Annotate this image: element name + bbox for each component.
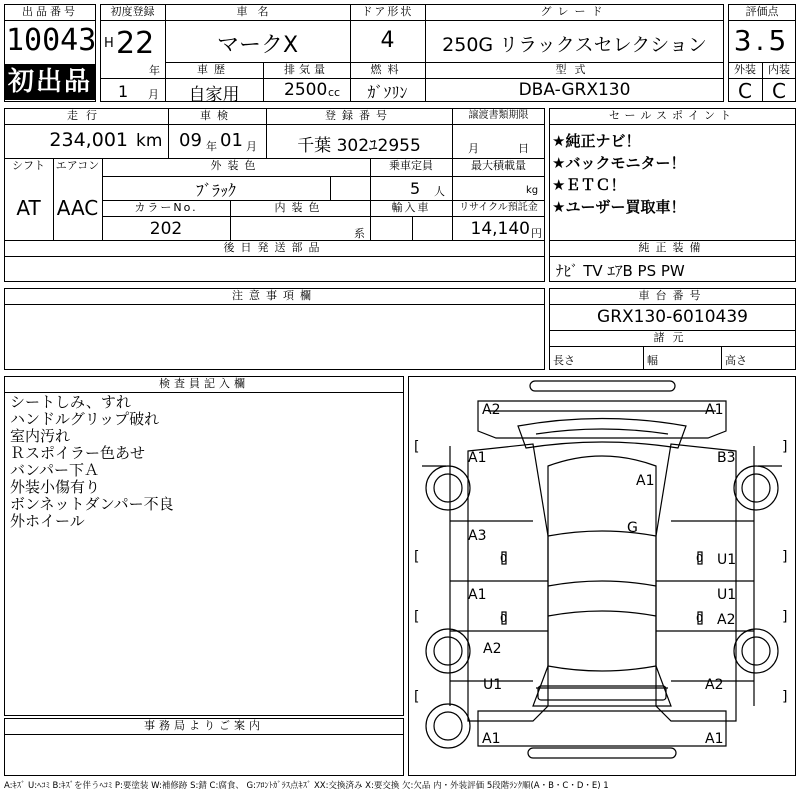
plate: 千葉 302ﾕ2955	[297, 136, 421, 156]
int-header: 内装	[768, 63, 790, 76]
front-bumper	[478, 401, 726, 438]
shift-header: シフト	[12, 159, 45, 172]
mark-door-rl: A1	[468, 587, 487, 603]
mileage-header: 走行	[67, 109, 105, 122]
bracket-left-top: [	[414, 439, 420, 455]
bracket-left-mid: [	[414, 549, 420, 565]
mark-fender-right: B3	[717, 450, 736, 466]
chassis-number: GRX130-6010439	[597, 307, 748, 327]
era: H	[104, 36, 114, 51]
legend: A:ｷｽﾞ U:ﾍｺﾐ B:ｷｽﾞを伴うﾍｺﾐ P:要塗装 W:補修跡 S:錆 C:腐食、 G:ﾌﾛﾝﾄｶﾞﾗｽ点ｷｽﾞ XX:交換済み X:要交換 欠:欠品 内・外装評価 5段階ﾗﾝｸ順(A・B・C・D・E) 1	[4, 781, 609, 791]
zero-mark-fr: 0	[696, 552, 703, 565]
capacity-header: 乗車定員	[389, 159, 433, 172]
notes-header: 注意事項欄	[232, 289, 317, 302]
lot-header: 出品番号	[22, 5, 78, 18]
grade: 250G リラックスセレクション	[442, 34, 707, 56]
right-side-panel	[656, 444, 736, 721]
insp-year: 09	[179, 130, 202, 151]
sales-point: ★ユーザー買取車！	[552, 198, 686, 216]
length-label: 長さ	[553, 354, 575, 367]
wheel-rr	[734, 629, 778, 673]
reg-year-unit: 年	[149, 64, 160, 77]
rear-bumper	[478, 711, 726, 746]
mark-rear-right: A1	[705, 731, 724, 747]
mark-quarter-right: A2	[705, 677, 724, 693]
exterior-color-header: 外装色	[210, 159, 262, 172]
recycle-header: リサイクル預託金	[459, 202, 538, 213]
mark-rear-door-r: A2	[717, 612, 736, 628]
max-load-header: 最大積載量	[471, 159, 526, 172]
zero-mark-rr: 0	[696, 612, 703, 625]
interior-color-unit: 系	[354, 227, 365, 240]
first-listing-badge: 初出品	[5, 64, 95, 100]
insp-year-unit: 年	[206, 140, 217, 153]
rating-header: 評価点	[745, 5, 779, 18]
bracket-right-low: ]	[782, 609, 788, 625]
car-diagram	[408, 376, 796, 776]
rating-score: 3.5	[733, 24, 791, 57]
zero-mark-fl: 0	[500, 552, 507, 565]
car-name-header: 車名	[236, 5, 279, 18]
sales-point: ★バックモニター！	[552, 154, 686, 172]
sales-point: ★ＥＴＣ！	[552, 176, 626, 194]
plate-header: 登録番号	[325, 109, 393, 122]
parts-header: 後日発送部品	[223, 241, 326, 254]
mark-door-fr: U1	[717, 552, 737, 568]
registration-header: 初度登録	[110, 5, 155, 18]
inspection-header: 車検	[200, 109, 234, 122]
inspector-line: ボンネットダンパー不良	[10, 495, 174, 513]
model-header: 型式	[555, 63, 594, 76]
sales-points-header: セールスポイント	[608, 109, 736, 122]
mark-rear-left: A1	[482, 731, 501, 747]
transfer-month-unit: 月	[468, 142, 479, 155]
door-header: ドア形状	[361, 5, 414, 18]
interior-color-header: 内装色	[274, 201, 326, 214]
bracket-right-bottom: ]	[782, 689, 788, 705]
shift: AT	[16, 196, 41, 220]
ext-rating: C	[738, 79, 752, 103]
reg-year: 22	[116, 26, 155, 61]
inspector-line: ハンドルグリップ破れ	[10, 410, 160, 428]
doors: 4	[380, 28, 395, 53]
height-label: 高さ	[725, 354, 747, 367]
mark-front-right: A1	[705, 402, 724, 418]
exterior-color: ﾌﾞﾗｯｸ	[195, 181, 236, 200]
inspector-line: バンパー下Ａ	[10, 461, 99, 479]
aircon: AAC	[56, 196, 99, 220]
max-load-unit: kg	[526, 185, 539, 196]
chassis-header: 車台番号	[638, 289, 707, 302]
equipment-header: 純正装備	[638, 241, 707, 254]
mark-trunk-left: U1	[483, 677, 503, 693]
spare-wheel	[426, 704, 470, 748]
displacement: 2500	[284, 80, 328, 100]
lot-number: 10043	[6, 23, 97, 58]
ext-header: 外装	[734, 63, 756, 76]
capacity: 5	[410, 179, 421, 198]
inspector-line: 外ホイール	[10, 512, 85, 530]
wheel-fl	[426, 466, 470, 510]
recycle-unit: 円	[531, 227, 542, 240]
fuel-header: 燃料	[370, 63, 405, 76]
recycle: 14,140	[470, 219, 530, 239]
bracket-left-low: [	[414, 609, 420, 625]
displacement-unit: cc	[328, 86, 341, 99]
zero-mark-rl: 0	[500, 612, 507, 625]
inspector-line: 室内汚れ	[10, 427, 71, 445]
mark-door-fl: A3	[468, 528, 487, 544]
bracket-left-bottom: [	[414, 689, 420, 705]
sales-point: ★純正ナビ！	[552, 132, 641, 150]
color-no-header: カラーNo.	[134, 201, 198, 214]
sales-points-list	[552, 130, 685, 218]
inspector-line: Ｒスポイラー色あせ	[10, 444, 146, 462]
wheel-fr	[734, 466, 778, 510]
transfer-day-unit: 日	[518, 142, 529, 155]
transfer-header: 譲渡書類期限	[468, 110, 529, 121]
inspector-line: シートしみ、すれ	[10, 393, 131, 411]
fuel: ｶﾞｿﾘﾝ	[367, 83, 408, 102]
history: 自家用	[188, 85, 240, 105]
front-bumper-top	[530, 381, 675, 391]
mark-front-left: A2	[482, 402, 501, 418]
mileage: 234,001	[49, 129, 128, 151]
mark-roof: G	[627, 520, 638, 536]
car-name: マークX	[216, 33, 299, 58]
rear-bumper-bottom	[528, 748, 676, 758]
mark-quarter-left: A2	[483, 641, 502, 657]
inspector-notes	[10, 394, 174, 530]
inspector-header: 検査員記入欄	[159, 377, 249, 390]
history-header: 車歴	[197, 63, 231, 76]
mileage-unit: km	[136, 131, 163, 151]
color-no: 202	[149, 219, 183, 239]
mark-hood: A1	[636, 473, 655, 489]
displacement-header: 排気量	[284, 63, 329, 76]
wheel-rl	[426, 629, 470, 673]
int-rating: C	[772, 79, 786, 103]
bracket-right-mid: ]	[782, 549, 788, 565]
insp-month-unit: 月	[246, 140, 257, 153]
inspector-line: 外装小傷有り	[10, 478, 101, 496]
office-header: 事務局よりご案内	[144, 719, 264, 732]
grade-header: グレード	[540, 5, 609, 18]
left-side-panel	[468, 444, 548, 721]
mark-fender-left: A1	[468, 450, 487, 466]
equipment: ﾅﾋﾞ TV ｴｱB PS PW	[556, 262, 685, 280]
import-header: 輸入車	[391, 201, 431, 214]
mark-door-rr: U1	[717, 587, 737, 603]
reg-month: 1	[118, 82, 129, 101]
capacity-unit: 人	[434, 185, 445, 198]
dims-header: 諸元	[653, 331, 692, 344]
model: DBA-GRX130	[518, 80, 631, 100]
insp-month: 01	[220, 130, 243, 151]
width-label: 幅	[647, 354, 658, 367]
bracket-right-top: ]	[782, 439, 788, 455]
aircon-header: エアコン	[55, 159, 100, 172]
reg-month-unit: 月	[148, 88, 159, 101]
